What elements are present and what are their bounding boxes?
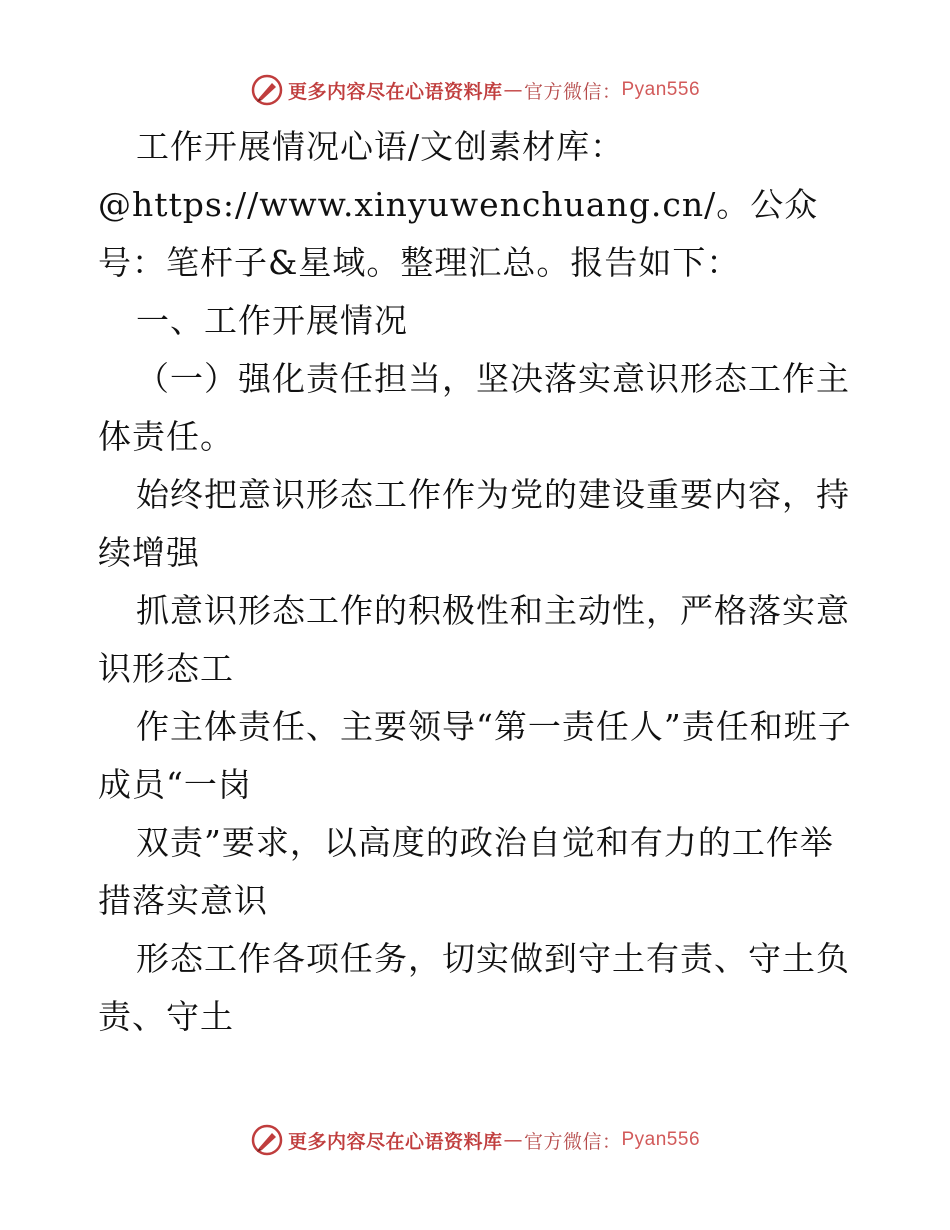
pen-nib-logo-icon: [250, 73, 284, 107]
paragraph-line: 形态工作各项任务，切实做到守土有责、守土负责、守土: [98, 939, 850, 1036]
banner-official-label: 官方微信：: [523, 80, 622, 103]
banner-wechat-id: Pyan556: [621, 1129, 701, 1150]
banner-wechat-id: Pyan556: [621, 79, 701, 100]
banner-dash: —: [503, 79, 523, 101]
banner-brand: 更多内容尽在心语资料库: [287, 80, 503, 103]
paragraph-line: 作主体责任、主要领导“第一责任人”责任和班子成员“一岗: [98, 707, 852, 804]
pen-nib-logo-icon: [250, 1123, 284, 1157]
paragraph-line: 双责”要求，以高度的政治自觉和有力的工作举措落实意识: [98, 823, 834, 920]
paragraph-line: 抓意识形态工作的积极性和主动性，严格落实意识形态工: [98, 591, 850, 688]
paragraph-intro: 工作开展情况心语/文创素材库：@https://www.xinyuwenchuang.cn/。公众号：笔杆子&星域。整理汇总。报告如下：: [98, 127, 819, 282]
banner-dash: —: [503, 1129, 523, 1151]
header-banner: [0, 70, 950, 110]
paragraph-line: 始终把意识形态工作作为党的建设重要内容，持续增强: [98, 475, 850, 572]
heading-subsection-1: （一）强化责任担当，坚决落实意识形态工作主体责任。: [98, 359, 850, 456]
footer-banner: [0, 1120, 950, 1160]
banner-official-label: 官方微信：: [523, 1130, 622, 1153]
banner-brand: 更多内容尽在心语资料库: [287, 1130, 503, 1153]
heading-section-1: 一、工作开展情况: [136, 301, 408, 340]
document-body: [98, 118, 858, 1046]
